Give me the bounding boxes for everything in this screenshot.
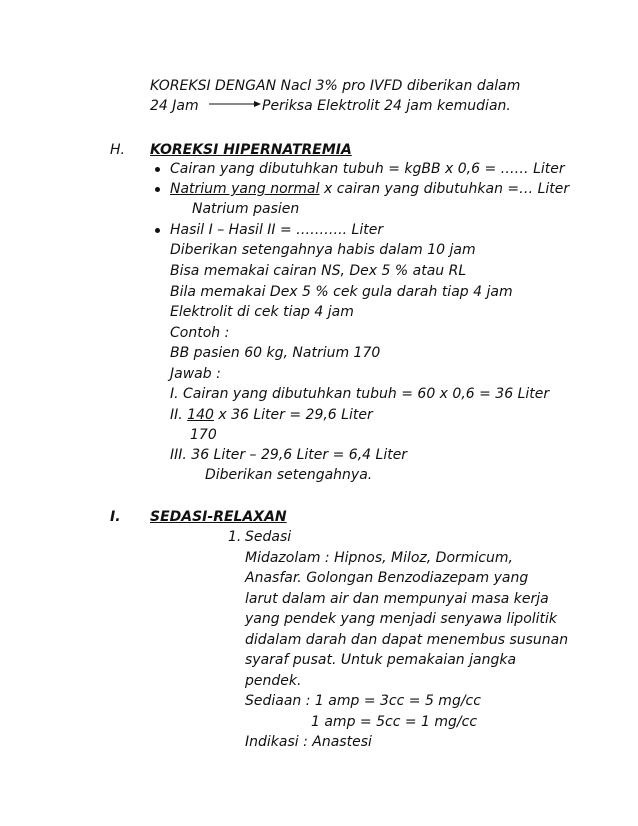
paragraph-line: Anasfar. Golongan Benzodiazepam yang [245,570,529,586]
indikasi: Indikasi : Anastesi [245,734,372,750]
section-h-line: Contoh : [170,325,230,341]
answer-2-prefix: II. [170,407,188,423]
answer-2-rest: x 36 Liter = 29,6 Liter [213,407,373,423]
section-h-line: Bila memakai Dex 5 % cek gula darah tiap 4 jam [170,284,513,300]
bullet-icon [155,167,160,172]
intro-line-2-right: Periksa Elektrolit 24 jam kemudian. [262,98,511,114]
section-h-bullet-1: Cairan yang dibutuhkan tubuh = kgBB x 0,6 = …… Liter [170,161,565,177]
item-title: Sedasi [245,529,292,545]
answer-3-note: Diberikan setengahnya. [205,467,373,483]
paragraph-line: larut dalam air dan mempunyai masa kerja [245,591,549,607]
paragraph-line: didalam darah dan dapat menembus susunan [245,632,569,648]
answer-3: III. 36 Liter – 29,6 Liter = 6,4 Liter [170,447,408,463]
item-number: 1. [228,529,242,545]
paragraph-line: pendek. [245,673,302,689]
intro-line-1: KOREKSI DENGAN Nacl 3% pro IVFD diberikan dalam [150,78,521,94]
section-h-line: Bisa memakai cairan NS, Dex 5 % atau RL [170,263,467,279]
section-h-line: Diberikan setengahnya habis dalam 10 jam [170,242,476,258]
bullet-2-rest: x cairan yang dibutuhkan =… Liter [319,181,570,197]
bullet-icon [155,228,160,233]
right-arrow-icon [208,99,262,109]
section-h-title: KOREKSI HIPERNATREMIA [150,142,352,158]
paragraph-line: yang pendek yang menjadi senyawa lipolitik [245,611,558,627]
section-i-letter: I. [110,509,121,525]
bullet-2-denominator: Natrium pasien [192,201,300,217]
section-i-title: SEDASI-RELAXAN [150,509,287,525]
section-h-line: Jawab : [170,366,221,382]
section-h-line: Elektrolit di cek tiap 4 jam [170,304,354,320]
intro-line-2-left: 24 Jam [150,98,199,114]
section-h-bullet-2 [170,180,569,198]
bullet-icon [155,187,160,192]
answer-2 [170,406,373,424]
section-h-letter: H. [110,142,125,158]
sediaan-2: 1 amp = 5cc = 1 mg/cc [311,714,478,730]
answer-2-denominator: 170 [190,427,217,443]
bullet-2-numerator: Natrium yang normal [170,181,320,197]
paragraph-line: syaraf pusat. Untuk pemakaian jangka [245,652,517,668]
sediaan-1: Sediaan : 1 amp = 3cc = 5 mg/cc [245,693,481,709]
answer-1: I. Cairan yang dibutuhkan tubuh = 60 x 0,6 = 36 Liter [170,386,550,402]
answer-2-numerator: 140 [187,407,214,423]
section-h-bullet-3: Hasil I – Hasil II = ……….. Liter [170,222,384,238]
section-h-line: BB pasien 60 kg, Natrium 170 [170,345,381,361]
paragraph-line: Midazolam : Hipnos, Miloz, Dormicum, [245,550,513,566]
